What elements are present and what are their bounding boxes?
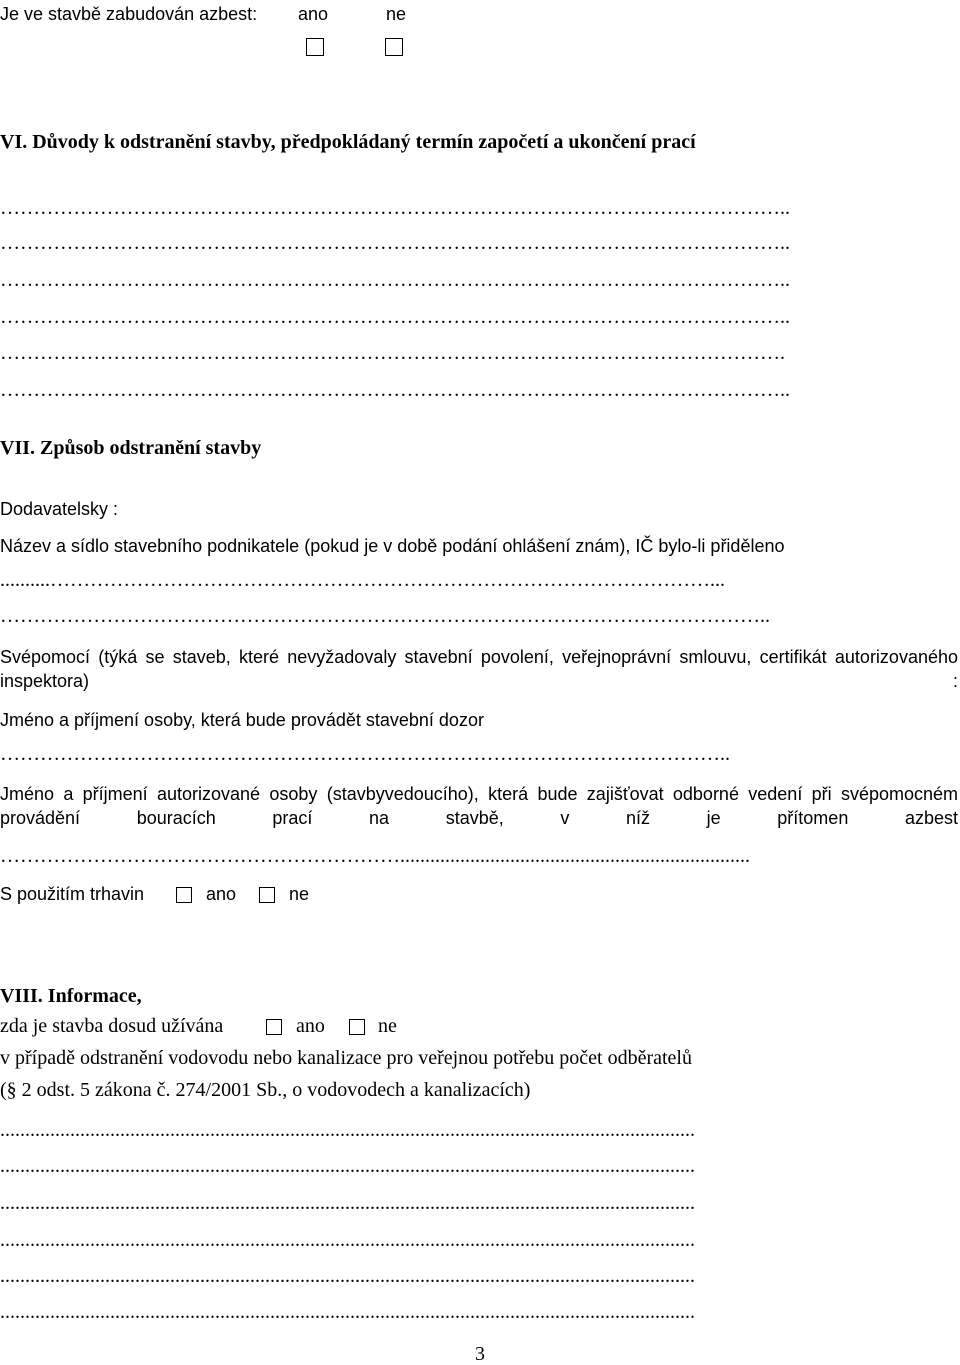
explosives-no-checkbox[interactable] [259,887,275,903]
explosives-yes-checkbox[interactable] [176,887,192,903]
reason-line-6[interactable]: ……………………………………………………………………………………………………….. [0,380,790,400]
in-use-no-checkbox[interactable] [349,1019,365,1035]
supervisor-label: Jméno a příjmení osoby, která bude provádět stavební dozor [0,710,484,730]
contractor-line-1[interactable]: ..........………………………………………………………………………………………... [0,570,725,590]
consumers-line-6[interactable]: ........................................................................................................................................... [0,1302,695,1322]
asbestos-yes-label: ano [298,4,329,24]
reason-line-4[interactable]: ……………………………………………………………………………………………………….. [0,307,790,327]
in-use-yes-checkbox[interactable] [266,1019,282,1035]
authorized-person-line[interactable]: ……………………………………………………...................................................................... [0,846,750,866]
consumers-line-2[interactable]: ........................................................................................................................................... [0,1156,695,1176]
reason-line-2[interactable]: ……………………………………………………………………………………………………….. [0,233,790,253]
section-8-heading: VIII. Informace, [0,985,142,1007]
consumers-line-1[interactable]: ........................................................................................................................................... [0,1120,695,1140]
in-use-label: zda je stavba dosud užívána [0,1015,224,1037]
page-number: 3 [475,1343,485,1365]
asbestos-question: Je ve stavbě zabudován azbest: [0,4,258,24]
consumers-line-4[interactable]: ........................................................................................................................................... [0,1230,695,1250]
reason-line-3[interactable]: ……………………………………………………………………………………………………….. [0,270,790,290]
in-use-yes-label: ano [296,1015,325,1037]
explosives-yes-label: ano [206,884,237,904]
asbestos-no-label: ne [386,4,407,24]
section-7-heading: VII. Způsob odstranění stavby [0,437,262,459]
self-help-label: Svépomocí (týká se staveb, které nevyžadovaly stavební povolení, veřejnoprávní smlouvu, certifikát autorizovaného inspektora) : [0,647,958,691]
section-6-heading: VI. Důvody k odstranění stavby, předpokládaný termín započetí a ukončení prací [0,131,696,153]
in-use-no-label: ne [378,1015,397,1037]
consumers-label: v případě odstranění vodovodu nebo kanalizace pro veřejnou potřebu počet odběratelů [0,1047,692,1069]
consumers-line-5[interactable]: ........................................................................................................................................... [0,1266,695,1286]
contractor-label: Dodavatelsky : [0,499,119,519]
contractor-line-2[interactable]: …………………………………………………………………………………………………….. [0,606,770,626]
law-reference: (§ 2 odst. 5 zákona č. 274/2001 Sb., o vodovodech a kanalizacích) [0,1079,531,1101]
supervisor-line[interactable]: ……………………………………………………………………………………………….. [0,744,730,764]
contractor-name-label: Název a sídlo stavebního podnikatele (pokud je v době podání ohlášení znám), IČ bylo-li přiděleno [0,536,785,556]
explosives-no-label: ne [289,884,310,904]
reason-line-5[interactable]: ………………………………………………………………………………………………………. [0,343,785,363]
authorized-person-label: Jméno a příjmení autorizované osoby (stavbyvedoucího), která bude zajišťovat odborné vedení při svépomocném provádění bouracích prací na stavbě, v níž je přítomen azbest [0,784,958,828]
consumers-line-3[interactable]: ........................................................................................................................................... [0,1193,695,1213]
asbestos-no-checkbox[interactable] [385,38,403,56]
asbestos-yes-checkbox[interactable] [306,38,324,56]
explosives-label: S použitím trhavin [0,884,145,904]
reason-line-1[interactable]: ……………………………………………………………………………………………………….. [0,198,790,218]
